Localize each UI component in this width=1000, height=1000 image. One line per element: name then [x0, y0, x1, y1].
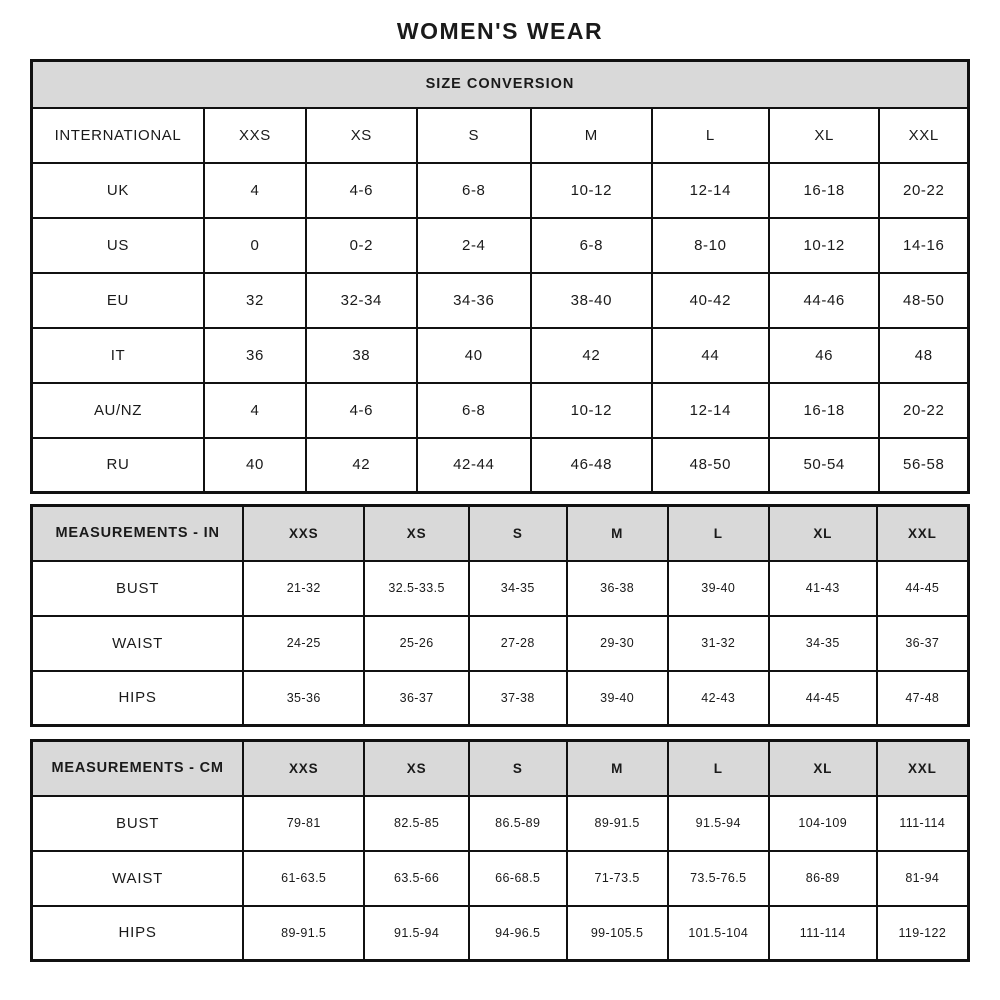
value-cell: 40-42 — [652, 273, 769, 328]
value-cell: 44 — [652, 328, 769, 383]
value-cell: 14-16 — [879, 218, 968, 273]
value-cell: 101.5-104 — [668, 906, 769, 961]
value-cell: 38 — [306, 328, 417, 383]
value-cell: 32 — [204, 273, 306, 328]
value-cell: 71-73.5 — [567, 851, 668, 906]
column-header-size: M — [567, 506, 668, 561]
column-header-size: L — [668, 506, 769, 561]
row-label: BUST — [32, 561, 244, 616]
column-header-size: XXL — [879, 108, 968, 163]
value-cell: 35-36 — [243, 671, 364, 726]
column-header-size: S — [469, 741, 566, 796]
table-row — [32, 438, 969, 493]
column-header-size: XL — [769, 506, 877, 561]
value-cell: 111-114 — [877, 796, 969, 851]
row-label: HIPS — [32, 671, 244, 726]
value-cell: 42-44 — [417, 438, 531, 493]
value-cell: 44-45 — [769, 671, 877, 726]
value-cell: 37-38 — [469, 671, 566, 726]
column-header-size: XL — [769, 741, 877, 796]
table-row — [32, 851, 969, 906]
value-cell: 104-109 — [769, 796, 877, 851]
value-cell: 16-18 — [769, 383, 880, 438]
table-title: SIZE CONVERSION — [32, 61, 969, 108]
row-label: HIPS — [32, 906, 244, 961]
value-cell: 89-91.5 — [243, 906, 364, 961]
value-cell: 42 — [306, 438, 417, 493]
column-header-size: XS — [364, 741, 469, 796]
table-row — [32, 273, 969, 328]
value-cell: 47-48 — [877, 671, 969, 726]
value-cell: 86-89 — [769, 851, 877, 906]
value-cell: 36-37 — [364, 671, 469, 726]
value-cell: 27-28 — [469, 616, 566, 671]
column-header-size: XXL — [877, 506, 969, 561]
value-cell: 25-26 — [364, 616, 469, 671]
value-cell: 20-22 — [879, 163, 968, 218]
table-row — [32, 906, 969, 961]
value-cell: 4 — [204, 383, 306, 438]
value-cell: 24-25 — [243, 616, 364, 671]
value-cell: 91.5-94 — [668, 796, 769, 851]
value-cell: 36-38 — [567, 561, 668, 616]
table-row — [32, 383, 969, 438]
value-cell: 38-40 — [531, 273, 652, 328]
column-header-size: XL — [769, 108, 880, 163]
column-header-size: XS — [306, 108, 417, 163]
value-cell: 16-18 — [769, 163, 880, 218]
measurements-cm-table — [30, 739, 970, 962]
value-cell: 36-37 — [877, 616, 969, 671]
value-cell: 91.5-94 — [364, 906, 469, 961]
value-cell: 12-14 — [652, 163, 769, 218]
value-cell: 4-6 — [306, 383, 417, 438]
value-cell: 111-114 — [769, 906, 877, 961]
column-header-size: XXS — [204, 108, 306, 163]
value-cell: 46-48 — [531, 438, 652, 493]
value-cell: 63.5-66 — [364, 851, 469, 906]
column-header-size: M — [567, 741, 668, 796]
value-cell: 34-36 — [417, 273, 531, 328]
value-cell: 40 — [417, 328, 531, 383]
column-header-region: INTERNATIONAL — [32, 108, 204, 163]
column-header-size: L — [652, 108, 769, 163]
row-label: UK — [32, 163, 204, 218]
size-conversion-table — [30, 59, 970, 494]
value-cell: 39-40 — [668, 561, 769, 616]
value-cell: 89-91.5 — [567, 796, 668, 851]
value-cell: 119-122 — [877, 906, 969, 961]
column-header-size: XS — [364, 506, 469, 561]
row-label: BUST — [32, 796, 244, 851]
row-label: US — [32, 218, 204, 273]
table-title: MEASUREMENTS - IN — [32, 506, 244, 561]
value-cell: 6-8 — [531, 218, 652, 273]
table-row — [32, 671, 969, 726]
value-cell: 42-43 — [668, 671, 769, 726]
value-cell: 94-96.5 — [469, 906, 566, 961]
value-cell: 4-6 — [306, 163, 417, 218]
value-cell: 56-58 — [879, 438, 968, 493]
table-row — [32, 796, 969, 851]
column-header-size: S — [469, 506, 566, 561]
value-cell: 81-94 — [877, 851, 969, 906]
value-cell: 29-30 — [567, 616, 668, 671]
measurements-in-table — [30, 504, 970, 727]
value-cell: 20-22 — [879, 383, 968, 438]
column-header-size: XXS — [243, 741, 364, 796]
table-title: MEASUREMENTS - CM — [32, 741, 244, 796]
row-label: IT — [32, 328, 204, 383]
value-cell: 36 — [204, 328, 306, 383]
value-cell: 39-40 — [567, 671, 668, 726]
value-cell: 10-12 — [769, 218, 880, 273]
value-cell: 44-46 — [769, 273, 880, 328]
table-row — [32, 616, 969, 671]
table-row — [32, 561, 969, 616]
value-cell: 10-12 — [531, 163, 652, 218]
value-cell: 12-14 — [652, 383, 769, 438]
row-label: WAIST — [32, 616, 244, 671]
table-title-row — [32, 61, 969, 108]
value-cell: 50-54 — [769, 438, 880, 493]
column-header-size: L — [668, 741, 769, 796]
table-row — [32, 328, 969, 383]
value-cell: 86.5-89 — [469, 796, 566, 851]
value-cell: 6-8 — [417, 163, 531, 218]
table-row — [32, 218, 969, 273]
value-cell: 66-68.5 — [469, 851, 566, 906]
value-cell: 32-34 — [306, 273, 417, 328]
value-cell: 82.5-85 — [364, 796, 469, 851]
row-label: AU/NZ — [32, 383, 204, 438]
value-cell: 10-12 — [531, 383, 652, 438]
value-cell: 32.5-33.5 — [364, 561, 469, 616]
row-label: RU — [32, 438, 204, 493]
table-header-row — [32, 741, 969, 796]
value-cell: 0-2 — [306, 218, 417, 273]
value-cell: 21-32 — [243, 561, 364, 616]
table-header-row — [32, 108, 969, 163]
value-cell: 79-81 — [243, 796, 364, 851]
value-cell: 42 — [531, 328, 652, 383]
table-row — [32, 163, 969, 218]
page-title: WOMEN'S WEAR — [396, 18, 604, 44]
value-cell: 40 — [204, 438, 306, 493]
value-cell: 8-10 — [652, 218, 769, 273]
value-cell: 34-35 — [469, 561, 566, 616]
value-cell: 48-50 — [879, 273, 968, 328]
column-header-size: XXS — [243, 506, 364, 561]
value-cell: 46 — [769, 328, 880, 383]
value-cell: 0 — [204, 218, 306, 273]
value-cell: 31-32 — [668, 616, 769, 671]
value-cell: 73.5-76.5 — [668, 851, 769, 906]
value-cell: 61-63.5 — [243, 851, 364, 906]
column-header-size: S — [417, 108, 531, 163]
value-cell: 41-43 — [769, 561, 877, 616]
value-cell: 48 — [879, 328, 968, 383]
value-cell: 6-8 — [417, 383, 531, 438]
column-header-size: XXL — [877, 741, 969, 796]
row-label: EU — [32, 273, 204, 328]
value-cell: 44-45 — [877, 561, 969, 616]
value-cell: 2-4 — [417, 218, 531, 273]
value-cell: 99-105.5 — [567, 906, 668, 961]
value-cell: 34-35 — [769, 616, 877, 671]
value-cell: 4 — [204, 163, 306, 218]
table-header-row — [32, 506, 969, 561]
value-cell: 48-50 — [652, 438, 769, 493]
column-header-size: M — [531, 108, 652, 163]
row-label: WAIST — [32, 851, 244, 906]
